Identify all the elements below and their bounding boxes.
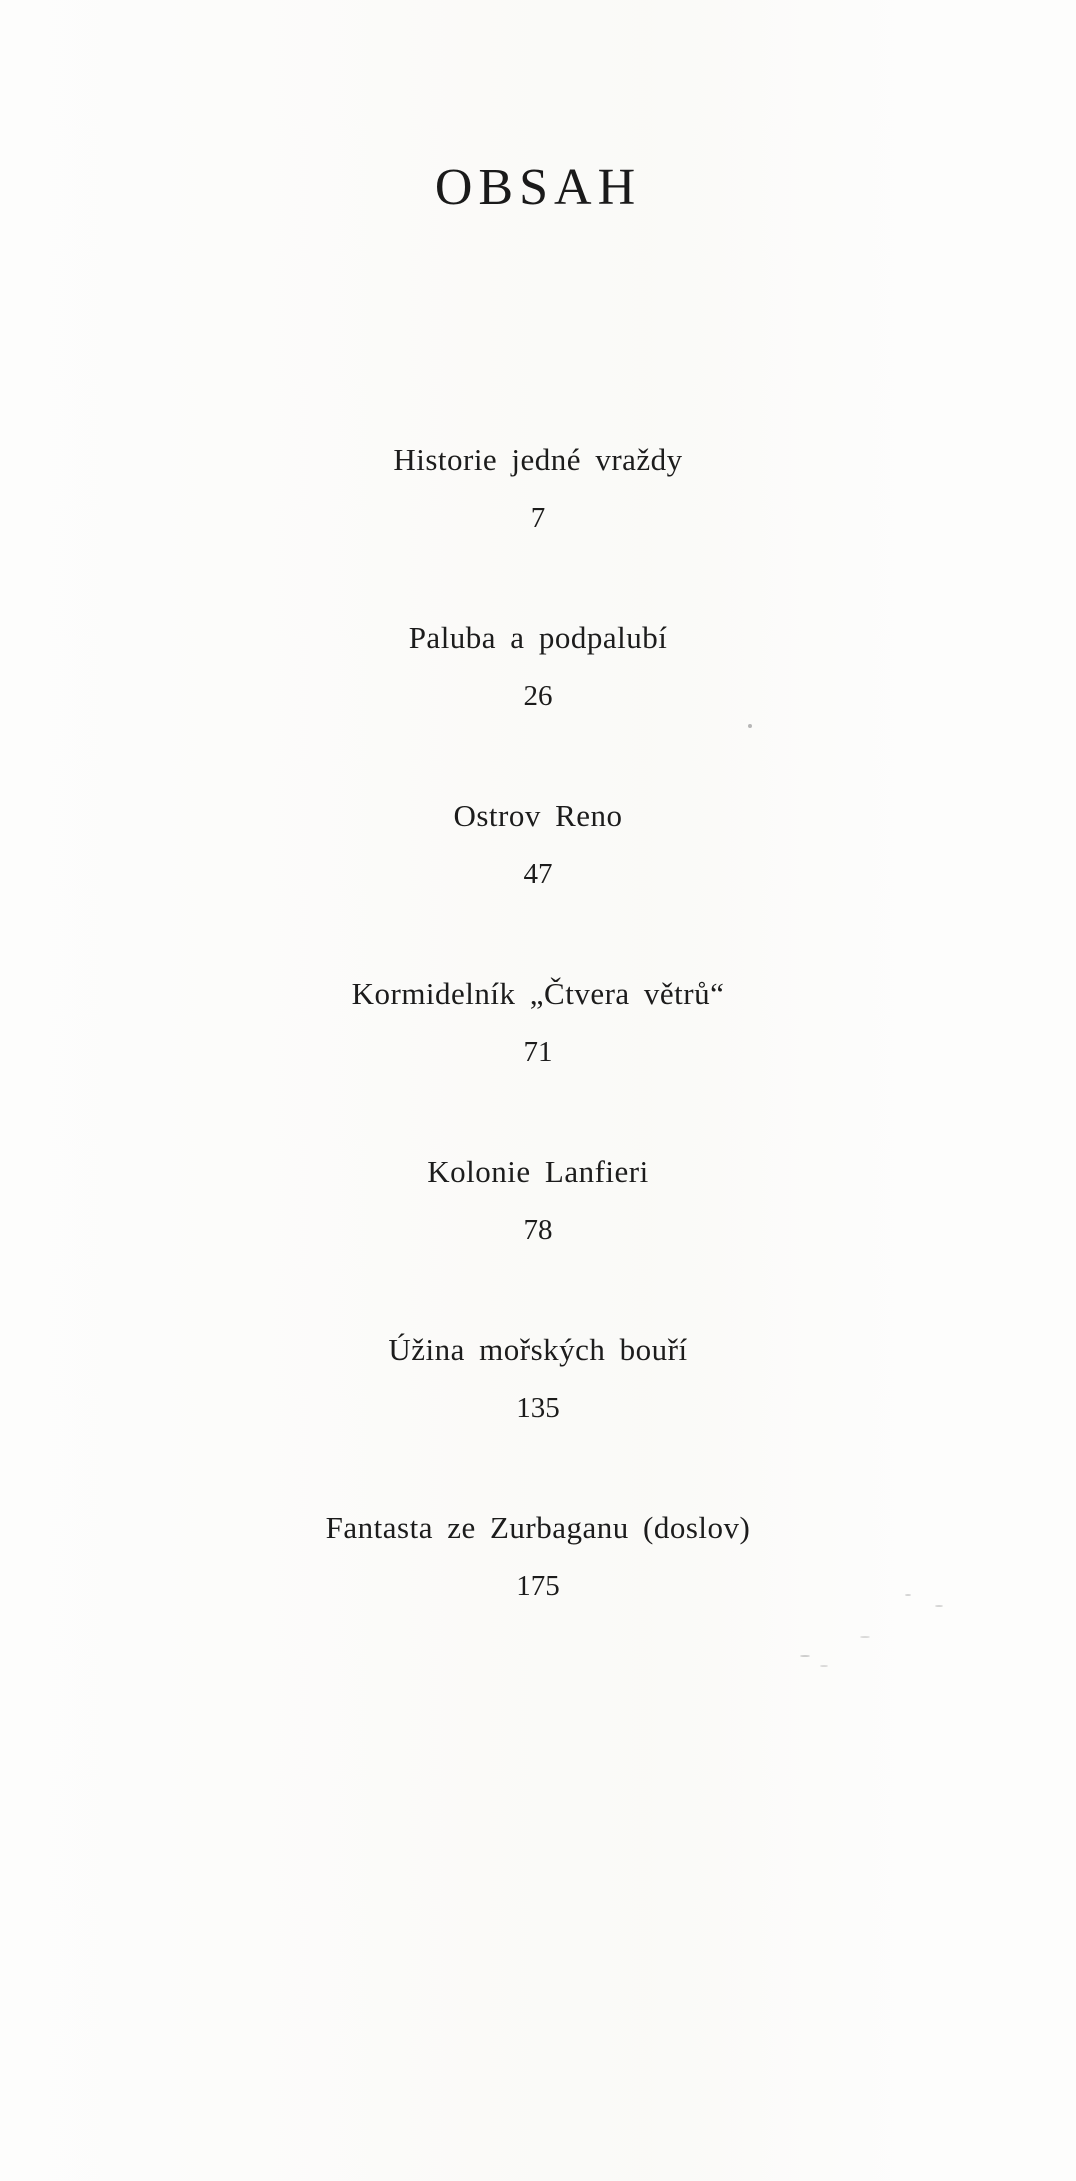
entry-page-number: 78 <box>523 1214 553 1246</box>
entry-title: Fantasta ze Zurbaganu (doslov) <box>325 1510 751 1545</box>
paper-speck <box>905 1594 911 1596</box>
entry-page-number: 26 <box>523 680 553 712</box>
entry-page-number: 135 <box>516 1392 560 1424</box>
paper-speck <box>820 1665 828 1667</box>
toc-entry <box>0 1152 1076 1330</box>
paper-speck <box>860 1636 870 1638</box>
entry-title: Kolonie Lanfieri <box>427 1154 649 1189</box>
table-of-contents <box>0 440 1076 1686</box>
toc-entry <box>0 1508 1076 1686</box>
toc-entry <box>0 440 1076 618</box>
entry-page-number: 7 <box>530 502 546 534</box>
entry-title: Úžina mořských bouří <box>388 1332 688 1367</box>
toc-entry <box>0 796 1076 974</box>
paper-speck <box>748 724 752 728</box>
entry-title: Kormidelník „Čtvera větrů“ <box>351 976 725 1011</box>
entry-page-number: 47 <box>523 858 553 890</box>
toc-entry <box>0 1330 1076 1508</box>
entry-title: Paluba a podpalubí <box>408 620 668 655</box>
entry-page-number: 175 <box>516 1570 560 1602</box>
paper-speck <box>800 1655 810 1657</box>
paper-speck <box>935 1605 943 1607</box>
toc-entry <box>0 974 1076 1152</box>
entry-title: Historie jedné vraždy <box>393 442 683 477</box>
page-title: OBSAH <box>434 159 642 216</box>
entry-page-number: 71 <box>523 1036 553 1068</box>
toc-entry <box>0 618 1076 796</box>
entry-title: Ostrov Reno <box>453 798 623 833</box>
